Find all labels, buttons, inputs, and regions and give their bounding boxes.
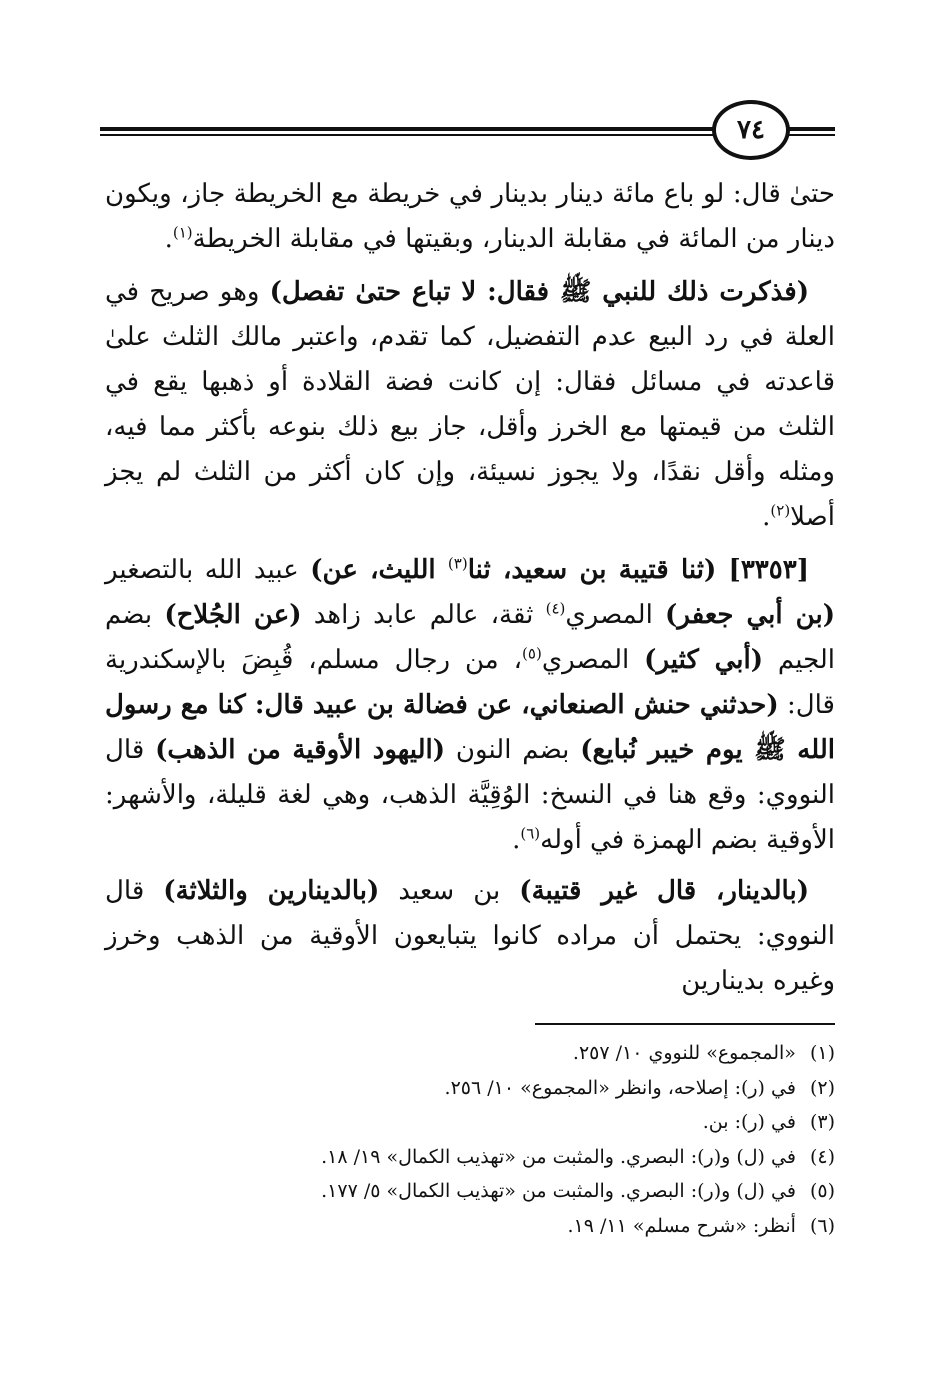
footnote-text: أنظر: «شرح مسلم» ١١/ ١٩. [567,1214,796,1237]
footnote-number: (٥) [809,1180,835,1202]
text-line: حتىٰ قال: لو باع مائة دينار بدينار في خريطة مع الخريطة جاز، ويكون [105,179,835,209]
quoted-hadith: (بالدينار، قال غير قتيبة) [519,876,809,906]
footnote-item [200,1071,835,1106]
footnote-text: في (ل) و(ر): البصري. والمثبت من «تهذيب الكمال» ١٩/ ١٨. [321,1145,796,1168]
page-number: ٧٤ [712,100,790,160]
footnote-text: في (ل) و(ر): البصري. والمثبت من «تهذيب الكمال» ٥/ ١٧٧. [321,1180,796,1202]
commentary-text: قال النووي: يحتمل أن مراده كانوا يتبايعون الأوقية من الذهب وخرز وغيره بدينارين [105,876,835,996]
footnote-item [200,1036,835,1071]
commentary-text: بضم الجيم [105,600,836,675]
footnote-item [200,1140,835,1175]
footnote-ref: (٦) [520,824,541,843]
footnote-number: (٢) [809,1076,835,1099]
footnotes [200,1036,835,1243]
footnote-text: «المجموع» للنووي ١٠/ ٢٥٧. [572,1042,796,1064]
footnote-item [200,1209,835,1244]
footnote-text: في (ر): إصلاحه، وانظر «المجموع» ١٠/ ٢٥٦. [444,1076,796,1099]
punctuation: . [512,825,521,855]
commentary-text: بن سعيد [379,876,520,906]
narrator-name: (عن الجُلاح) [164,600,302,630]
footnote-number: (٦) [809,1214,835,1237]
narrator-name: (أبي كثير) [644,645,764,675]
hadith-number-chain: [٣٣٥٣] (ثنا قتيبة بن سعيد، ثنا [467,555,809,585]
narrator-name: (بن أبي جعفر) [665,600,835,630]
commentary-text: ثقة، عالم عابد زاهد [301,600,546,630]
quoted-hadith: (اليهود الأوقية من الذهب) [155,735,446,765]
footnote-ref: (١) [172,223,193,242]
footnote-item [200,1174,835,1209]
page-header [100,100,835,180]
commentary-text: بضم النون [445,735,581,765]
text-line: دينار من المائة في مقابلة الدينار، وبقيتها في مقابلة الخريطة [192,224,835,254]
footnote-ref: (٣) [447,554,468,573]
paragraph-3 [105,548,835,863]
paragraph-2 [105,270,835,540]
footnote-number: (٤) [809,1145,835,1168]
punctuation: . [762,502,771,532]
paragraph-4 [105,869,835,1004]
quoted-hadith: (حدثني حنش الصنعاني، عن فضالة بن عبيد قال: كنا مع رسول الله ﷺ يوم خيبر نُبايع) [105,690,835,765]
paragraph-1 [105,172,835,262]
narrator-name: الليث، عن) [310,555,448,585]
footnote-text: في (ر): بن. [702,1111,796,1133]
footnote-number: (٣) [809,1111,835,1133]
punctuation: . [164,224,173,254]
footnote-ref: (٤) [545,599,566,618]
commentary-text: المصري [565,600,666,630]
commentary-text: عبيد الله بالتصغير [105,555,311,585]
quoted-hadith: (فذكرت ذلك للنبي ﷺ فقال: لا تباع حتىٰ تفصل) [269,277,809,307]
main-text [105,172,835,1004]
footnote-ref: (٥) [522,644,542,663]
commentary-text: وهو صريح في العلة في رد البيع عدم التفضيل، كما تقدم، واعتبر مالك الثلث علىٰ قاعدته في مسائل فقال: إن كانت فضة القلادة أو ذهبها يقع في الثلث من قيمتها مع الخرز وأقل، جاز بيع ذلك بنوعه بأكثر مما فيه، ومثله وأقل نقدًا، ولا يجوز نسيئة، وإن كان أكثر من الثلث لم يجز أصلا [105,277,835,532]
commentary-text: ، من رجال مسلم، قُبِضَ بالإسكندرية قال: [105,645,835,720]
quoted-hadith: (بالدينارين والثلاثة) [163,876,380,906]
commentary-text: المصري [541,645,645,675]
footnote-item [200,1105,835,1140]
commentary-text: قال النووي: وقع هنا في النسخ: الوُقِيَّة الذهب، وهي لغة قليلة، والأشهر: الأوقية بضم الهمزة في أوله [105,735,835,855]
footnote-ref: (٢) [770,501,791,520]
footnote-number: (١) [809,1042,835,1064]
footnote-separator [535,1023,835,1025]
